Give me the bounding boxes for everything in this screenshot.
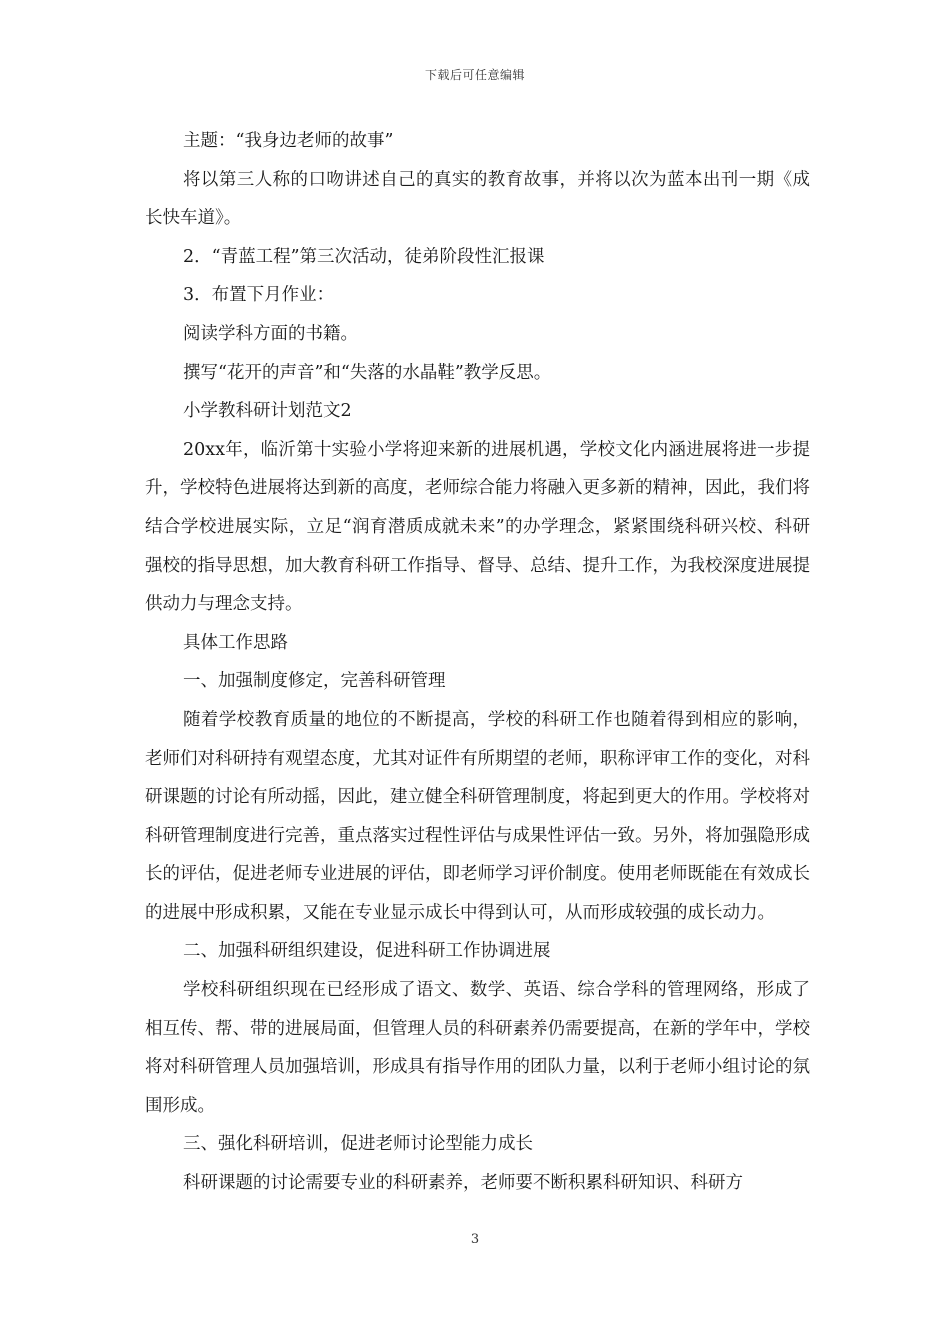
paragraph-theme: 主题：“我身边老师的故事” bbox=[183, 131, 394, 151]
page-header: 下载后可任意编辑 bbox=[424, 68, 525, 82]
section-title: 小学教科研计划范文2 bbox=[183, 401, 352, 422]
page-number: 3 bbox=[470, 1232, 480, 1247]
section-heading: 具体工作思路 bbox=[183, 632, 288, 653]
section-heading-2: 二、加强科研组织建设，促进科研工作协调进展 bbox=[183, 941, 551, 962]
paragraph-item-2: 2．“青蓝工程”第三次活动，徒弟阶段性汇报课 bbox=[183, 246, 545, 267]
paragraph: 将以第三人称的口吻讲述自己的真实的教育故事，并将以次为蓝本出刊一期《成长快车道》。 bbox=[145, 169, 810, 229]
section-heading-3: 三、强化科研培训，促进老师讨论型能力成长 bbox=[183, 1134, 533, 1155]
paragraph: 随着学校教育质量的地位的不断提高，学校的科研工作也随着得到相应的影响，老师们对科研持有观望态度，尤其对证件有所期望的老师，职称评审工作的变化，对科研课题的讨论有所动摇，因此，建立健全科研管理制度，将起到更大的作用。学校将对科研管理制度进行完善，重点落实过程性评估与成果性评估一致。另外，将加强隐形成长的评估，促进老师专业进展的评估，即老师学习评价制度。使用老师既能在有效成长的进展中形成积累，又能在专业显示成长中得到认可，从而形成较强的成长动力。 bbox=[145, 709, 810, 923]
section-heading-1: 一、加强制度修定，完善科研管理 bbox=[183, 671, 446, 692]
paragraph: 科研课题的讨论需要专业的科研素养，老师要不断积累科研知识、科研方 bbox=[183, 1173, 743, 1194]
paragraph-item-3: 3．布置下月作业： bbox=[183, 285, 335, 306]
document-body bbox=[145, 122, 810, 1203]
paragraph: 撰写“花开的声音”和“失落的水晶鞋”教学反思。 bbox=[183, 362, 552, 383]
paragraph: 20xx年，临沂第十实验小学将迎来新的进展机遇，学校文化内涵进展将进一步提升，学校特色进展将达到新的高度，老师综合能力将融入更多新的精神，因此，我们将结合学校进展实际，立足“润育潜质成就未来”的办学理念，紧紧围绕科研兴校、科研强校的指导思想，加大教育科研工作指导、督导、总结、提升工作，为我校深度进展提供动力与理念支持。 bbox=[145, 439, 810, 615]
paragraph: 阅读学科方面的书籍。 bbox=[183, 323, 358, 344]
paragraph: 学校科研组织现在已经形成了语文、数学、英语、综合学科的管理网络，形成了相互传、帮、带的进展局面，但管理人员的科研素养仍需要提高，在新的学年中，学校将对科研管理人员加强培训，形成具有指导作用的团队力量，以利于老师小组讨论的氛围形成。 bbox=[145, 980, 810, 1116]
